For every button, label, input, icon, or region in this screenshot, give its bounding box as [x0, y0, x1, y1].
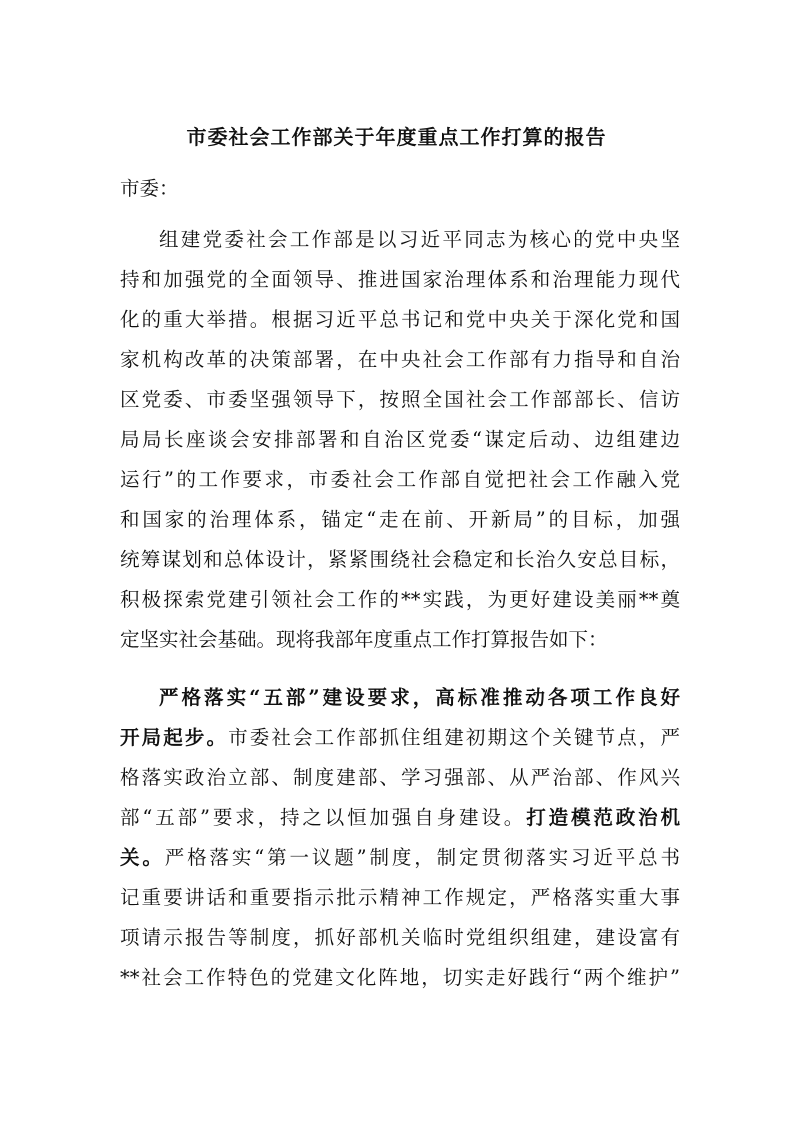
paragraph-2-text: 严格落实“第一议题”制度，制定贯彻落实习近平总书 [164, 846, 680, 869]
paragraph-2-subheading: 打造模范政治机 [526, 806, 680, 829]
paragraph-1-line: 统筹谋划和总体设计，紧紧围绕社会稳定和长治久安总目标， [120, 548, 680, 571]
paragraph-1-line: 和国家的治理体系，锚定“走在前、开新局”的目标，加强 [120, 508, 680, 531]
paragraph-1-line: 家机构改革的决策部署，在中央社会工作部有力指导和自治 [120, 348, 680, 371]
document-title: 市委社会工作部关于年度重点工作打算的报告 [186, 125, 607, 149]
paragraph-1-line: 化的重大举措。根据习近平总书记和党中央关于深化党和国 [120, 308, 680, 331]
paragraph-1-line: 运行”的工作要求，市委社会工作部自觉把社会工作融入党 [120, 468, 680, 491]
paragraph-2-heading-end: 开局起步。 [120, 726, 229, 749]
paragraph-2-subheading-end: 关。 [120, 846, 165, 869]
paragraph-2-line [120, 804, 680, 844]
paragraph-1-line: 积极探索党建引领社会工作的**实践，为更好建设美丽**奠 [120, 588, 680, 611]
paragraph-2-line: 项请示报告等制度，抓好部机关临时党组织组建，建设富有 [120, 926, 680, 949]
paragraph-1-line: 局局长座谈会安排部署和自治区党委“谋定后动、边组建边 [120, 428, 680, 451]
paragraph-2-line: **社会工作特色的党建文化阵地，切实走好践行“两个维护” [120, 966, 680, 989]
paragraph-1-line: 定坚实社会基础。现将我部年度重点工作打算报告如下： [120, 628, 608, 651]
paragraph-1-line: 组建党委社会工作部是以习近平同志为核心的党中央坚 [159, 228, 680, 251]
paragraph-2-line [120, 844, 680, 884]
paragraph-2-text: 市委社会工作部抓住组建初期这个关键节点，严 [228, 726, 680, 749]
paragraph-2-line: 记重要讲话和重要指示批示精神工作规定，严格落实重大事 [120, 886, 680, 909]
paragraph-2-line: 格落实政治立部、制度建部、学习强部、从严治部、作风兴 [120, 766, 680, 789]
paragraph-1-line: 区党委、市委坚强领导下，按照全国社会工作部部长、信访 [120, 388, 680, 411]
salutation: 市委： [120, 177, 179, 200]
paragraph-2-heading-line: 严格落实“五部”建设要求，高标准推动各项工作良好 [159, 686, 680, 709]
paragraph-2-text: 部“五部”要求，持之以恒加强自身建设。 [120, 806, 527, 829]
paragraph-1-line: 持和加强党的全面领导、推进国家治理体系和治理能力现代 [120, 268, 680, 291]
paragraph-2-line [120, 724, 680, 764]
